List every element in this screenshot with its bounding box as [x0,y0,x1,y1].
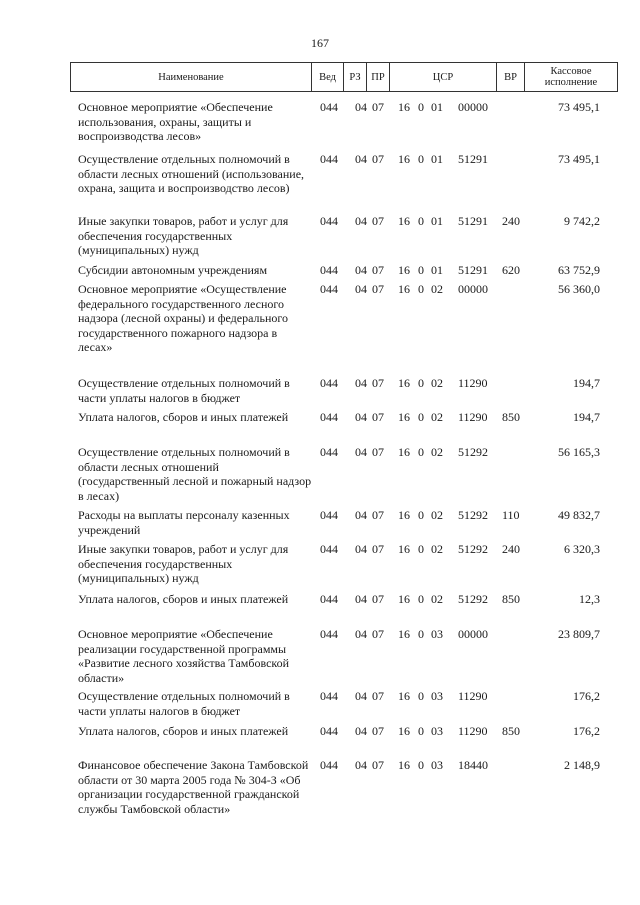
row-pr: 07 [372,410,384,424]
row-name: Иные закупки товаров, работ и услуг для обеспечения государственных (муниципальных) нужд [78,214,289,257]
row-csr-direction: 11290 [458,724,488,738]
header-rz: РЗ [349,71,361,83]
row-name: Основное мероприятие «Обеспечение использования, охраны, защиты и воспроизводства лесов» [78,100,273,143]
row-ved: 044 [320,508,338,522]
row-amount: 49 832,7 [558,508,600,522]
row-ved: 044 [320,689,338,703]
row-pr: 07 [372,627,384,641]
row-csr-program: 16 [398,758,410,772]
row-csr-subprogram: 0 [418,508,424,522]
row-csr-program: 16 [398,214,410,228]
row-pr: 07 [372,724,384,738]
row-pr: 07 [372,445,384,459]
row-rz: 04 [355,627,367,641]
row-rz: 04 [355,376,367,390]
row-csr-direction: 11290 [458,689,488,703]
row-csr-subprogram: 0 [418,263,424,277]
row-csr-activity: 03 [431,689,443,703]
row-rz: 04 [355,100,367,114]
row-csr-subprogram: 0 [418,410,424,424]
row-amount: 23 809,7 [558,627,600,641]
row-name: Осуществление отдельных полномочий в области лесных отношений (государственный лесной и пожарный надзор в лесах) [78,445,312,503]
row-ved: 044 [320,758,338,772]
row-pr: 07 [372,152,384,166]
row-name: Уплата налогов, сборов и иных платежей [78,724,289,738]
row-vr: 240 [502,214,520,228]
row-ved: 044 [320,542,338,556]
row-ved: 044 [320,263,338,277]
row-csr-subprogram: 0 [418,152,424,166]
row-csr-direction: 51291 [458,214,488,228]
row-name: Расходы на выплаты персоналу казенных учреждений [78,508,290,537]
row-ved: 044 [320,410,338,424]
row-csr-subprogram: 0 [418,689,424,703]
row-name: Уплата налогов, сборов и иных платежей [78,592,289,606]
row-csr-subprogram: 0 [418,100,424,114]
row-name: Основное мероприятие «Осуществление федерального государственного лесного надзора (лесной охраны) и федерального государственного пожарного надзора в лесах» [78,282,289,354]
row-ved: 044 [320,627,338,641]
row-csr-activity: 03 [431,627,443,641]
row-vr: 850 [502,724,520,738]
row-csr-subprogram: 0 [418,445,424,459]
row-amount: 73 495,1 [558,100,600,114]
row-ved: 044 [320,282,338,296]
row-name: Основное мероприятие «Обеспечение реализации государственной программы «Развитие лесного хозяйства Тамбовской области» [78,627,290,685]
row-csr-direction: 11290 [458,410,488,424]
row-name: Осуществление отдельных полномочий в области лесных отношений (использование, охрана, защита и воспроизводство лесов) [78,152,305,195]
row-rz: 04 [355,689,367,703]
row-amount: 176,2 [573,689,600,703]
row-csr-direction: 51292 [458,592,488,606]
row-pr: 07 [372,214,384,228]
row-name: Финансовое обеспечение Закона Тамбовской области от 30 марта 2005 года № 304-З «Об организации государственной гражданской службы Тамбовской области» [78,758,309,816]
row-pr: 07 [372,689,384,703]
row-name: Осуществление отдельных полномочий в части уплаты налогов в бюджет [78,689,290,718]
row-pr: 07 [372,758,384,772]
row-csr-program: 16 [398,627,410,641]
row-amount: 176,2 [573,724,600,738]
row-csr-program: 16 [398,100,410,114]
row-amount: 194,7 [573,376,600,390]
row-name: Осуществление отдельных полномочий в части уплаты налогов в бюджет [78,376,290,405]
row-csr-direction: 00000 [458,627,488,641]
row-csr-direction: 51292 [458,508,488,522]
row-csr-subprogram: 0 [418,542,424,556]
row-amount: 12,3 [579,592,600,606]
header-vr: ВР [504,71,517,83]
row-ved: 044 [320,214,338,228]
row-csr-subprogram: 0 [418,627,424,641]
row-vr: 620 [502,263,520,277]
row-csr-program: 16 [398,542,410,556]
row-amount: 63 752,9 [558,263,600,277]
row-csr-subprogram: 0 [418,214,424,228]
header-pr: ПР [371,71,385,83]
row-csr-activity: 02 [431,376,443,390]
row-csr-activity: 01 [431,214,443,228]
row-csr-program: 16 [398,724,410,738]
row-rz: 04 [355,758,367,772]
row-amount: 194,7 [573,410,600,424]
row-csr-direction: 51291 [458,263,488,277]
row-csr-activity: 02 [431,542,443,556]
row-csr-direction: 51292 [458,542,488,556]
row-rz: 04 [355,445,367,459]
row-rz: 04 [355,263,367,277]
row-csr-program: 16 [398,592,410,606]
row-rz: 04 [355,724,367,738]
row-csr-program: 16 [398,410,410,424]
header-ved: Вед [319,71,336,83]
row-rz: 04 [355,410,367,424]
row-ved: 044 [320,100,338,114]
row-csr-direction: 11290 [458,376,488,390]
row-csr-activity: 02 [431,410,443,424]
row-vr: 850 [502,592,520,606]
header-csr: ЦСР [432,71,454,83]
row-csr-subprogram: 0 [418,282,424,296]
row-ved: 044 [320,376,338,390]
row-pr: 07 [372,376,384,390]
header-amount: Кассовое исполнение [544,66,598,88]
row-csr-activity: 01 [431,263,443,277]
row-csr-activity: 03 [431,758,443,772]
row-amount: 2 148,9 [564,758,600,772]
row-name: Субсидии автономным учреждениям [78,263,268,277]
page-number: 167 [311,36,329,50]
row-csr-subprogram: 0 [418,592,424,606]
row-amount: 56 165,3 [558,445,600,459]
row-vr: 850 [502,410,520,424]
row-rz: 04 [355,152,367,166]
row-rz: 04 [355,508,367,522]
row-pr: 07 [372,542,384,556]
row-csr-direction: 51292 [458,445,488,459]
row-pr: 07 [372,263,384,277]
row-amount: 56 360,0 [558,282,600,296]
row-pr: 07 [372,282,384,296]
row-csr-program: 16 [398,376,410,390]
row-csr-direction: 51291 [458,152,488,166]
row-csr-activity: 01 [431,152,443,166]
row-csr-program: 16 [398,689,410,703]
row-amount: 73 495,1 [558,152,600,166]
row-amount: 6 320,3 [564,542,600,556]
row-pr: 07 [372,592,384,606]
row-csr-direction: 00000 [458,282,488,296]
row-csr-activity: 01 [431,100,443,114]
row-csr-subprogram: 0 [418,376,424,390]
row-csr-activity: 02 [431,282,443,296]
row-amount: 9 742,2 [564,214,600,228]
row-name: Уплата налогов, сборов и иных платежей [78,410,289,424]
row-csr-program: 16 [398,152,410,166]
row-csr-direction: 00000 [458,100,488,114]
row-csr-activity: 02 [431,592,443,606]
row-vr: 240 [502,542,520,556]
row-ved: 044 [320,445,338,459]
table-header [70,62,618,92]
row-pr: 07 [372,508,384,522]
row-pr: 07 [372,100,384,114]
row-csr-activity: 02 [431,508,443,522]
row-csr-subprogram: 0 [418,724,424,738]
row-csr-program: 16 [398,263,410,277]
row-ved: 044 [320,592,338,606]
row-name: Иные закупки товаров, работ и услуг для обеспечения государственных (муниципальных) нужд [78,542,289,585]
row-csr-direction: 18440 [458,758,488,772]
row-csr-program: 16 [398,445,410,459]
header-name: Наименование [158,71,224,83]
row-csr-program: 16 [398,282,410,296]
row-vr: 110 [502,508,520,522]
row-rz: 04 [355,214,367,228]
row-csr-subprogram: 0 [418,758,424,772]
row-csr-activity: 03 [431,724,443,738]
row-rz: 04 [355,282,367,296]
row-csr-activity: 02 [431,445,443,459]
row-rz: 04 [355,542,367,556]
row-rz: 04 [355,592,367,606]
row-ved: 044 [320,724,338,738]
row-csr-program: 16 [398,508,410,522]
row-ved: 044 [320,152,338,166]
